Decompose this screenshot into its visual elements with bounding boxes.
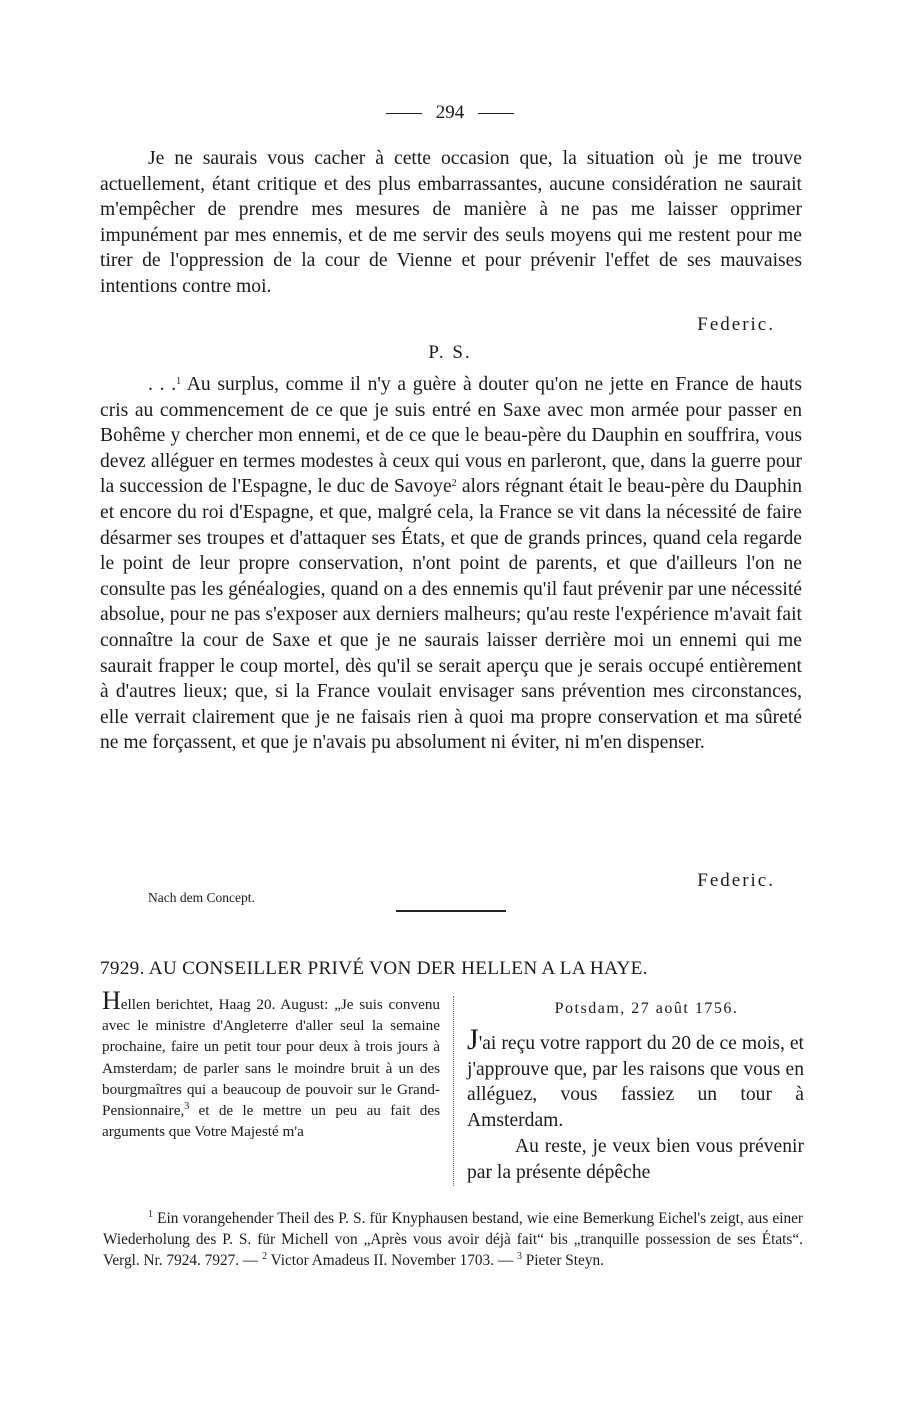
letter-signature: Federic. — [697, 314, 775, 335]
dateline: Potsdam, 27 août 1756. — [554, 1000, 739, 1017]
footnote-text-2: Victor Amadeus II. November 1703. — — [267, 1252, 517, 1269]
footnote-num-3: 3 — [516, 1251, 522, 1262]
footnote-text-3: Pieter Steyn. — [521, 1252, 604, 1269]
reply-paragraph-1 — [467, 1022, 804, 1134]
postscript-text-b: alors régnant était le beau-père du Dauphin et encore du roi d'Espagne, et que, malgré cela, la France se vit dans la nécessité de faire désarmer ses troupes et d'attaquer ses États, et que de grands princes, quand cela regarde le point de leur propre conservation, n'ont point de parents, et que d'ailleurs l'on ne consulte pas les généalogies, quand on a des ennemis qu'il faut prévenir par une nécessité absolue, pour ne pas s'exposer aux derniers malheurs; qu'au reste l'expérience m'avait fait connaître la cour de Saxe et que je ne saurais laisser derrière moi un ennemi qui me saurait frapper le coup mortel, dès qu'il se serait aperçu que je serais occupé entièrement à d'autres lieux; que, si la France voulait envisager sans prévention mes circonstances, elle verrait clairement que je ne faisais rien à quoi ma propre conservation et ma sûreté ne me forçassent, et que je n'avais pu absolument ni éviter, ni m'en dispenser. — [100, 476, 802, 754]
summary-initial: H — [102, 986, 121, 1015]
document-heading: 7929. AU CONSEILLER PRIVÉ VON DER HELLEN A LA HAYE. — [100, 958, 648, 979]
footnote-ref-2: 2 — [451, 478, 457, 490]
source-note: Nach dem Concept. — [148, 890, 255, 905]
footnote-num-1: 1 — [148, 1209, 153, 1220]
summary-text-b: et de le mettre un peu au fait des arguments que Votre Majesté m'a — [102, 1102, 440, 1141]
footnotes — [103, 1208, 803, 1271]
footnote-ref-1: 1 — [176, 376, 182, 387]
report-summary — [102, 986, 440, 1142]
page-number-text: 294 — [435, 102, 465, 123]
reply-initial: J — [467, 1022, 479, 1056]
reply-paragraph-2: Au reste, je veux bien vous prévenir par la présente dépêche — [467, 1135, 804, 1183]
page-number — [0, 102, 900, 124]
postscript-heading: P. S. — [428, 342, 472, 363]
reply-column — [467, 996, 804, 1186]
postscript-paragraph — [100, 372, 802, 756]
ellipsis: . . . — [148, 374, 177, 395]
page-number-rule-right — [478, 113, 514, 114]
column-separator — [453, 996, 454, 1186]
postscript-text-a: Au surplus, comme il n'y a guère à douter qu'on ne jette en France de hauts cris au commencement de ce que je suis entré en Saxe avec mon armée pour passer en Bohême y chercher mon ennemi, et de ce que le beau-père du Dauphin en souffrira, vous devez alléguer en termes modestes à ceux qui vous en parleront, que, dans la guerre pour la succession de l'Espagne, le duc de Savoye — [100, 374, 802, 498]
reply-text-1: 'ai reçu votre rapport du 20 de ce mois, et j'approuve que, par les raisons que vous en alléguez, vous fassiez un tour à Amsterdam. — [467, 1032, 804, 1132]
postscript-signature: Federic. — [697, 870, 775, 891]
footnote-ref-3: 3 — [184, 1101, 190, 1113]
page-number-rule-left — [386, 113, 422, 114]
section-divider — [396, 910, 506, 912]
footnote-num-2: 2 — [262, 1251, 268, 1262]
summary-text-a: ellen berichtet, Haag 20. August: „Je suis convenu avec le ministre d'Angleterre d'aller seul la semaine prochaine, faire un petit tour pour deux à trois jours à Amsterdam; de parler sans le moindre bruit à un des bourgmaîtres qui a beaucoup de pouvoir sur le Grand-Pensionnaire, — [102, 996, 440, 1120]
footnote-block — [103, 1208, 803, 1271]
letter-paragraph: Je ne saurais vous cacher à cette occasion que, la situation où je me trouve actuellement, étant critique et des plus embarrassantes, aucune considération ne saurait m'empêcher de prendre mes mesures de manière à ne pas me laisser opprimer impunément par mes ennemis, et de me servir des seuls moyens qui me restent pour me tirer de l'oppression de la cour de Vienne et pour prévenir l'effet de ses mauvaises intentions contre moi. — [100, 148, 802, 297]
footnote-text-1: Ein vorangehender Theil des P. S. für Knyphausen bestand, wie eine Bemerkung Eichel's zeigt, aus einer Wiederholung des P. S. für Michell von „Après vous avoir déjà fait“ bis „tranquille possession de ses États“. Vergl. Nr. 7924. 7927. — — [103, 1210, 803, 1269]
